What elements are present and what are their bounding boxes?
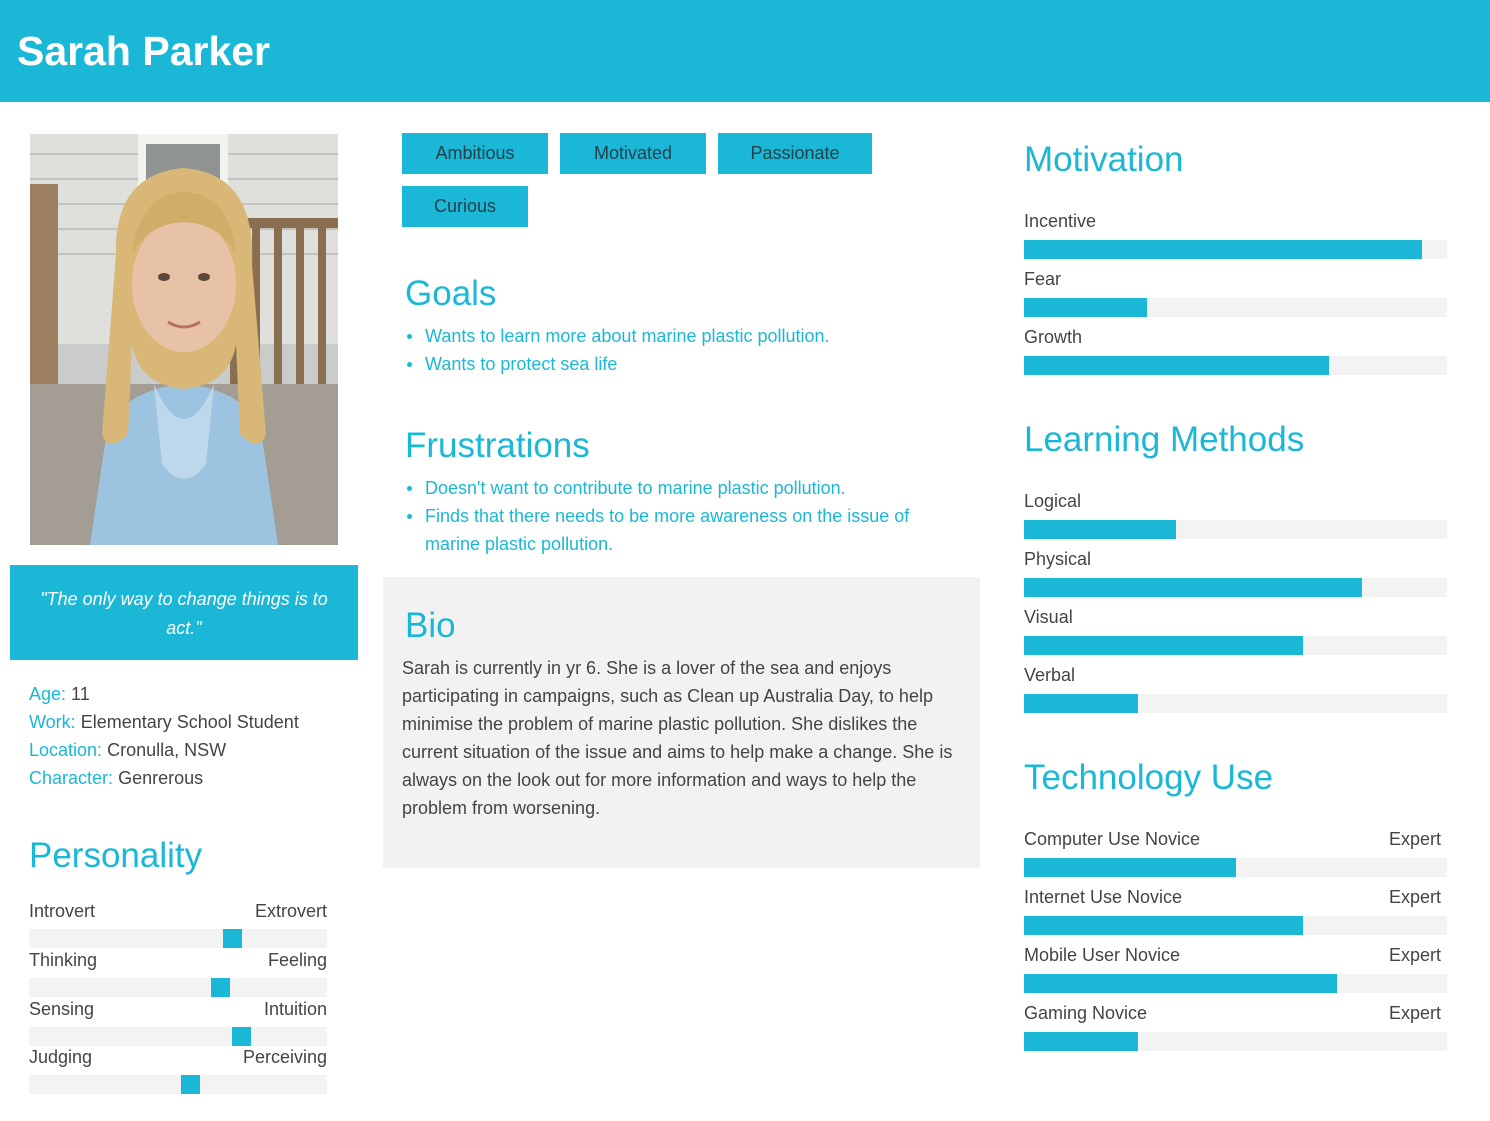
technology-use-title: Technology Use — [1024, 758, 1274, 797]
bar-right-label: Expert — [1388, 829, 1441, 849]
list-item: Wants to protect sea life — [405, 350, 965, 378]
bar-track — [1024, 974, 1447, 993]
fact-key: Character: — [29, 768, 114, 788]
bar-fill — [1024, 694, 1138, 713]
persona-name: Sarah Parker — [17, 28, 271, 74]
bar-fill — [1024, 240, 1422, 259]
personality-trait — [29, 900, 327, 946]
bar-right-label: Expert — [1388, 945, 1441, 965]
trait-track — [29, 1075, 327, 1094]
bar-fill — [1024, 858, 1236, 877]
bar-track — [1024, 356, 1447, 375]
bar-fill — [1024, 636, 1303, 655]
frustrations-list — [405, 474, 965, 558]
persona-quote: "The only way to change things is to act." — [10, 565, 358, 660]
bio-title: Bio — [405, 606, 456, 645]
persona-facts — [29, 680, 359, 792]
trait-left-label: Judging — [29, 1047, 93, 1067]
bar-fill — [1024, 916, 1303, 935]
personality-trait — [29, 949, 327, 995]
bar-fill — [1024, 1032, 1138, 1051]
bar-label: Computer Use Novice — [1024, 829, 1201, 849]
trait-right-label: Perceiving — [242, 1047, 327, 1067]
list-item: Wants to learn more about marine plastic pollution. — [405, 322, 965, 350]
bar-label: Fear — [1024, 269, 1062, 289]
trait-track — [29, 1027, 327, 1046]
trait-left-label: Introvert — [29, 901, 96, 921]
personality-trait — [29, 1046, 327, 1092]
personality-trait — [29, 998, 327, 1044]
tag-curious: Curious — [402, 186, 528, 227]
persona-photo — [30, 134, 338, 545]
bar-track — [1024, 578, 1447, 597]
fact-value: Genrerous — [118, 768, 204, 788]
fact-value: Elementary School Student — [80, 712, 299, 732]
bar-label: Visual — [1024, 607, 1073, 627]
bar-track — [1024, 240, 1447, 259]
persona-photo-illustration — [30, 134, 338, 545]
fact-key: Work: — [29, 712, 76, 732]
bar-right-label: Expert — [1388, 887, 1441, 907]
list-item: Doesn't want to contribute to marine plastic pollution. — [405, 474, 965, 502]
motivation-title: Motivation — [1024, 140, 1184, 179]
bar-track — [1024, 636, 1447, 655]
bar-track — [1024, 694, 1447, 713]
tag-passionate: Passionate — [718, 133, 872, 174]
header-bar — [0, 0, 1490, 102]
trait-track — [29, 929, 327, 948]
goals-title: Goals — [405, 274, 497, 313]
bar-track — [1024, 520, 1447, 539]
fact-work — [29, 708, 359, 736]
bar-track — [1024, 916, 1447, 935]
bar-label: Incentive — [1024, 211, 1097, 231]
fact-value: 11 — [71, 684, 90, 704]
bio-text: Sarah is currently in yr 6. She is a lover of the sea and enjoys participating in campaigns, such as Clean up Australia Day, to help minimise the problem of marine plastic pollution. She dislikes the current situation of the issue and aims to help make a change. She is always on the look out for more information and ways to help the problem from worsening. — [402, 658, 953, 818]
bar-label: Internet Use Novice — [1024, 887, 1183, 907]
bar-label: Logical — [1024, 491, 1082, 511]
trait-left-label: Thinking — [29, 950, 98, 970]
trait-right-label: Extrovert — [254, 901, 327, 921]
bar-label: Gaming Novice — [1024, 1003, 1148, 1023]
trait-right-label: Intuition — [263, 999, 327, 1019]
trait-marker — [223, 929, 242, 948]
bar-label: Mobile User Novice — [1024, 945, 1181, 965]
trait-marker — [181, 1075, 200, 1094]
fact-character — [29, 764, 359, 792]
bar-label: Verbal — [1024, 665, 1076, 685]
trait-marker — [211, 978, 230, 997]
bar-fill — [1024, 356, 1329, 375]
trait-left-label: Sensing — [29, 999, 95, 1019]
fact-age — [29, 680, 359, 708]
list-item: Finds that there needs to be more awareness on the issue of marine plastic pollution. — [405, 502, 965, 558]
bar-label: Physical — [1024, 549, 1092, 569]
bar-track — [1024, 298, 1447, 317]
bar-track — [1024, 858, 1447, 877]
bar-fill — [1024, 974, 1337, 993]
fact-value: Cronulla, NSW — [107, 740, 227, 760]
fact-location — [29, 736, 359, 764]
bar-fill — [1024, 578, 1362, 597]
personality-title: Personality — [29, 836, 203, 875]
tag-ambitious: Ambitious — [402, 133, 548, 174]
frustrations-title: Frustrations — [405, 426, 590, 465]
learning-methods-title: Learning Methods — [1024, 420, 1305, 459]
goals-list — [405, 322, 965, 378]
fact-key: Age: — [29, 684, 67, 704]
trait-marker — [232, 1027, 251, 1046]
bar-track — [1024, 1032, 1447, 1051]
trait-right-label: Feeling — [267, 950, 327, 970]
fact-key: Location: — [29, 740, 103, 760]
bar-right-label: Expert — [1388, 1003, 1441, 1023]
trait-track — [29, 978, 327, 997]
bar-fill — [1024, 298, 1147, 317]
bar-fill — [1024, 520, 1176, 539]
tag-motivated: Motivated — [560, 133, 706, 174]
bar-label: Growth — [1024, 327, 1083, 347]
